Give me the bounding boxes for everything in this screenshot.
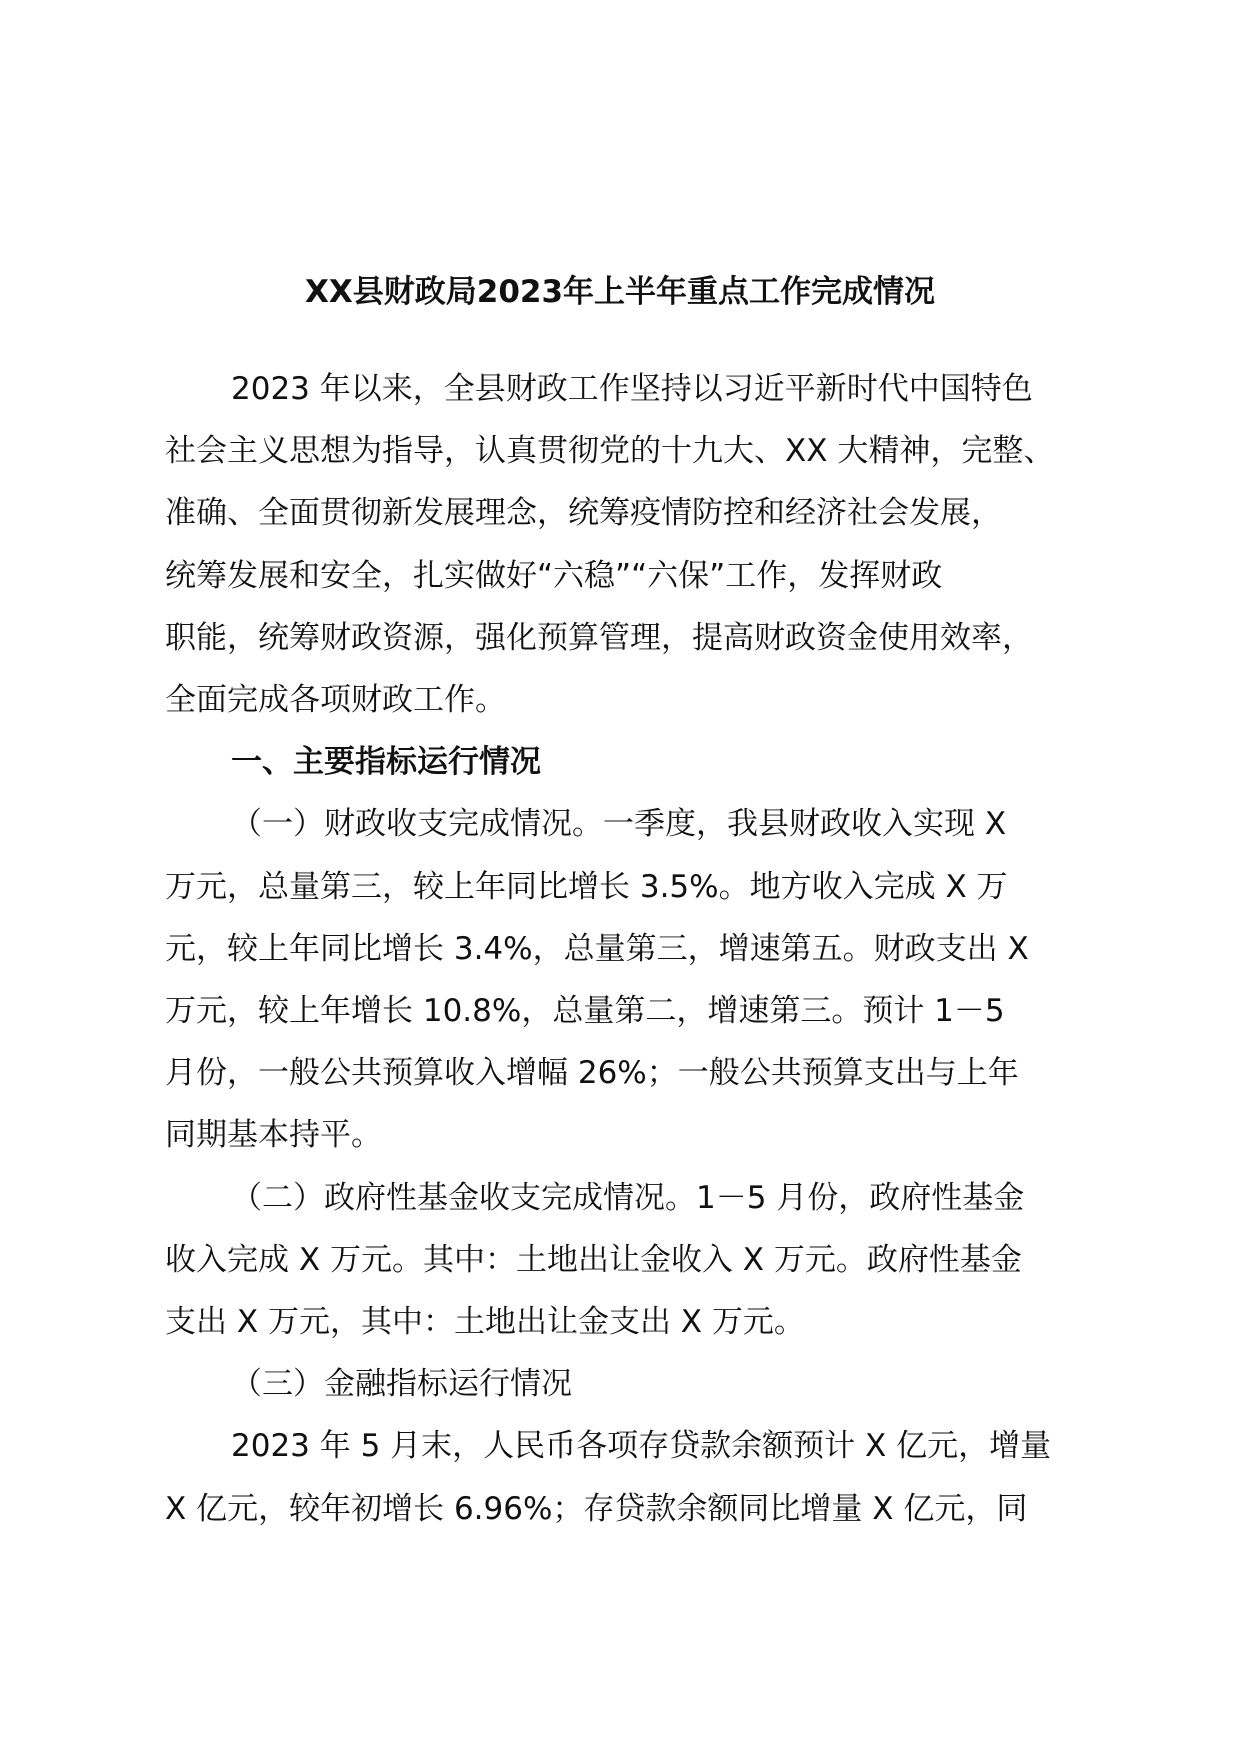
text-line: 收入完成 X 万元。其中：土地出让金收入 X 万元。政府性基金 — [165, 1241, 1022, 1278]
section-heading: 一、主要指标运行情况 — [231, 744, 541, 781]
text-line: 2023 年 5 月末，人民币各项存贷款余额预计 X 亿元，增量 — [231, 1428, 1052, 1465]
text-line: （二）政府性基金收支完成情况。1－5 月份，政府性基金 — [231, 1179, 1025, 1216]
document-body — [165, 358, 1113, 1540]
subsection-2-paragraph — [165, 1167, 1113, 1354]
text-line: 社会主义思想为指导，认真贯彻党的十九大、XX 大精神，完整、 — [165, 433, 1055, 470]
text-line: X 亿元，较年初增长 6.96%；存贷款余额同比增量 X 亿元，同 — [165, 1490, 1028, 1527]
document-title: XX县财政局2023年上半年重点工作完成情况 — [304, 274, 936, 310]
text-line: 月份，一般公共预算收入增幅 26%；一般公共预算支出与上年 — [165, 1055, 1019, 1092]
subsection-3-paragraph — [165, 1415, 1113, 1539]
text-line: 元，较上年同比增长 3.4%，总量第三，增速第五。财政支出 X — [165, 930, 1029, 967]
text-line: 万元，较上年增长 10.8%，总量第二，增速第三。预计 1－5 — [165, 993, 1005, 1030]
subsection-3-heading — [165, 1353, 1113, 1415]
subsection-1-paragraph — [165, 793, 1113, 1166]
text-line: 全面完成各项财政工作。 — [165, 682, 506, 719]
text-line: 万元，总量第三，较上年同比增长 3.5%。地方收入完成 X 万 — [165, 868, 1008, 905]
intro-paragraph — [165, 358, 1113, 731]
text-line: 支出 X 万元，其中：土地出让金支出 X 万元。 — [165, 1304, 805, 1341]
text-line: 同期基本持平。 — [165, 1117, 382, 1154]
text-line: 2023 年以来，全县财政工作坚持以习近平新时代中国特色 — [231, 371, 1033, 407]
text-line: 职能，统筹财政资源，强化预算管理，提高财政资金使用效率， — [165, 619, 1033, 656]
text-line: 准确、全面贯彻新发展理念，统筹疫情防控和经济社会发展， — [165, 495, 1002, 532]
text-line: 统筹发展和安全，扎实做好“六稳”“六保”工作，发挥财政 — [165, 557, 943, 594]
text-line: （一）财政收支完成情况。一季度，我县财政收入实现 X — [231, 806, 1007, 843]
text-line: （三）金融指标运行情况 — [231, 1366, 572, 1403]
